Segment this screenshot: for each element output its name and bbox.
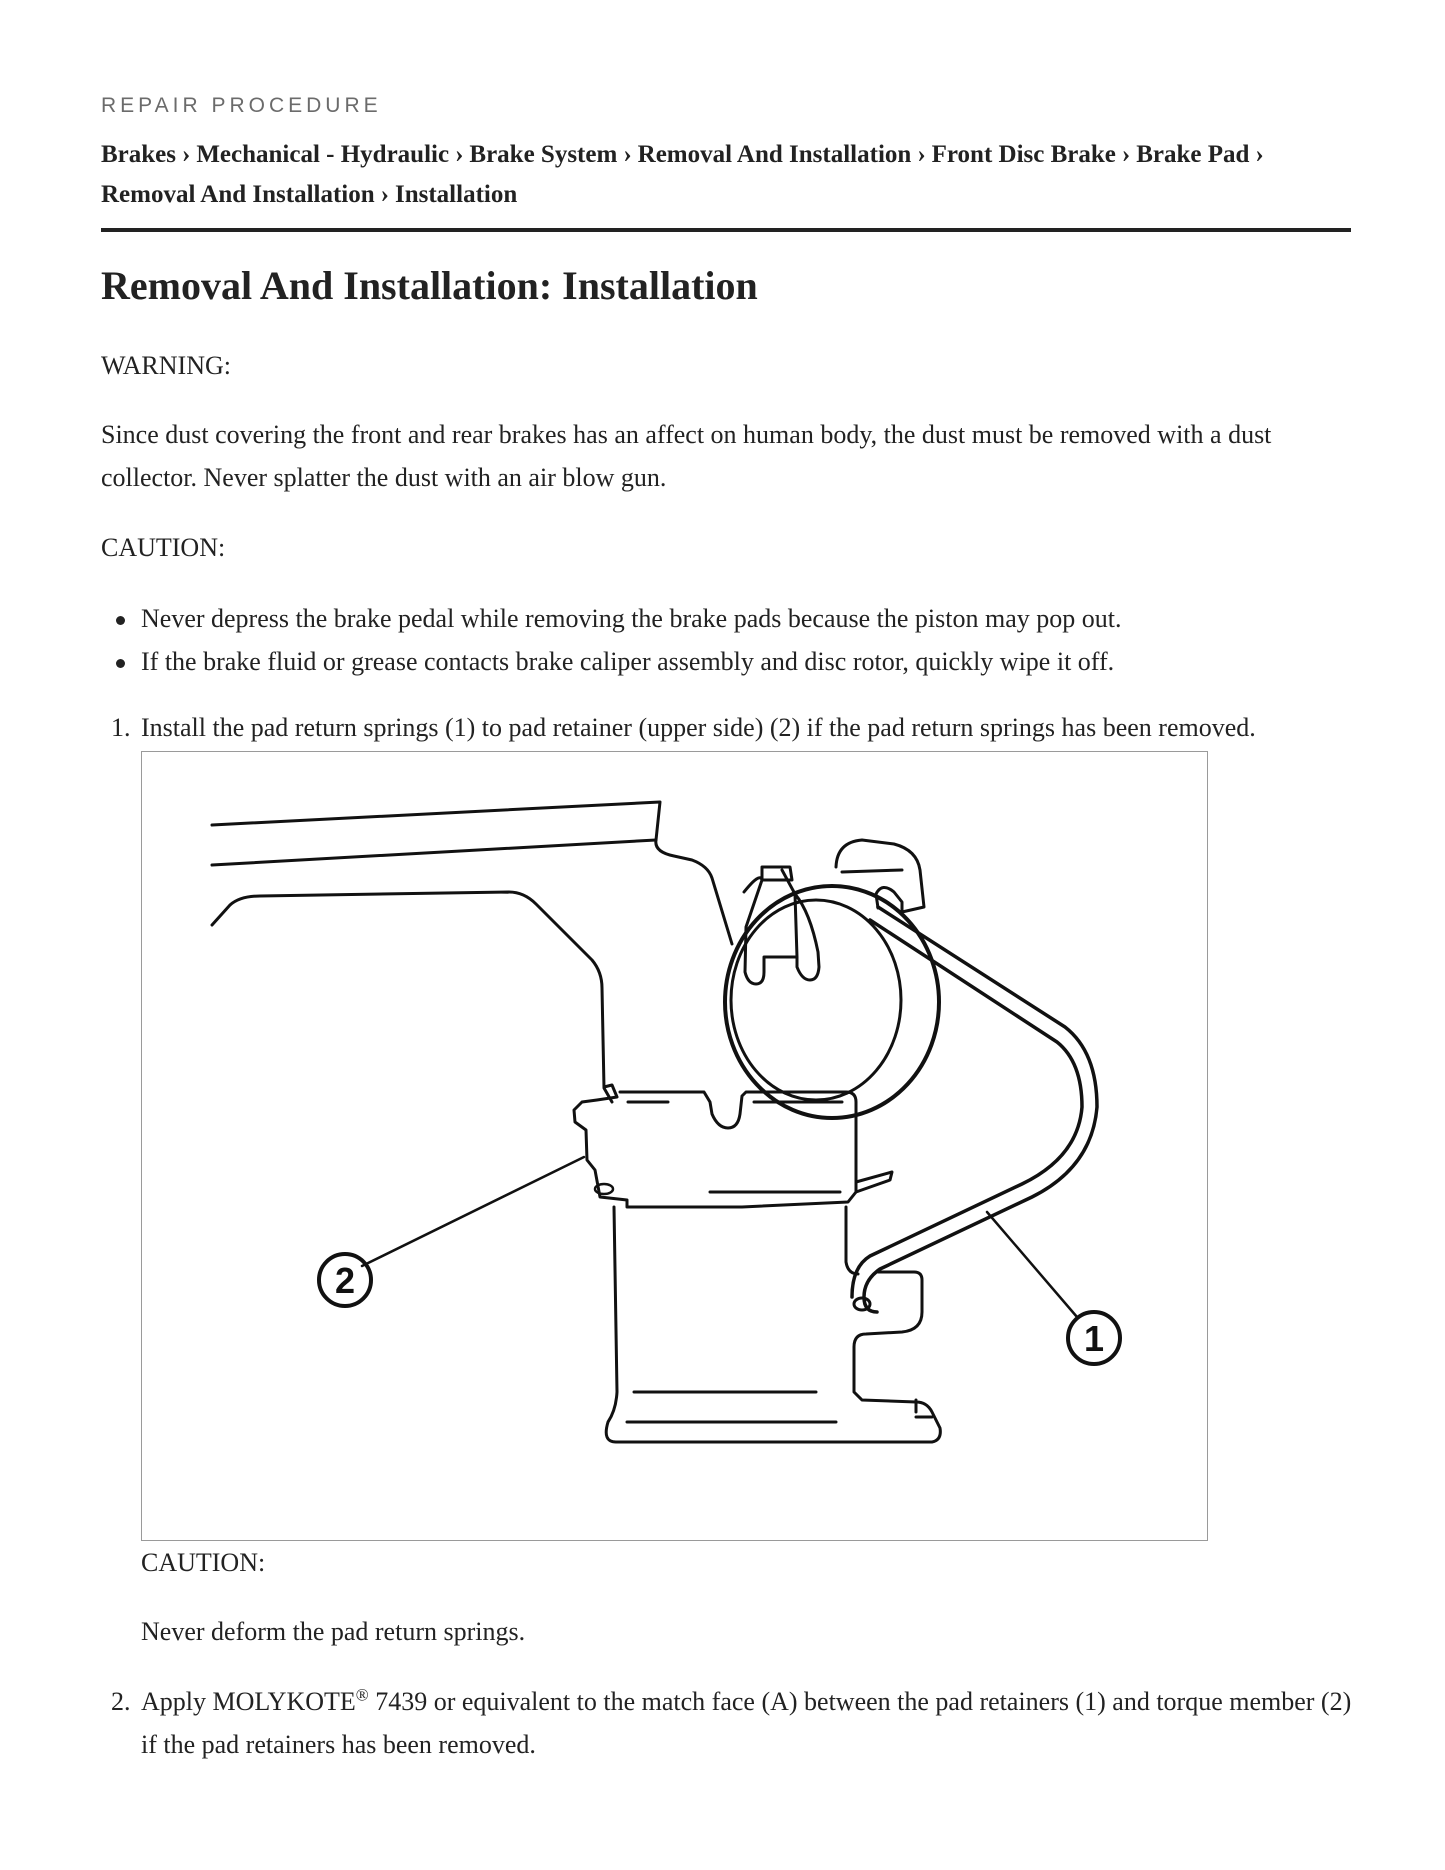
breadcrumb-item[interactable]: Brake System — [469, 141, 618, 168]
breadcrumb-item[interactable]: Removal And Installation — [637, 141, 912, 168]
breadcrumb — [101, 135, 1351, 215]
step-item — [111, 1680, 1361, 1766]
step-list — [101, 1680, 1361, 1766]
breadcrumb-separator: › — [1121, 141, 1131, 168]
caliper-body — [212, 892, 612, 1102]
caution-list — [101, 597, 1361, 683]
caution-label: CAUTION: — [101, 533, 226, 562]
warning-label: WARNING: — [101, 351, 231, 380]
step-text: Install the pad return springs (1) to pad retainer (upper side) (2) if the pad return springs has been removed. — [141, 713, 1256, 742]
section-eyebrow: REPAIR PROCEDURE — [101, 94, 382, 117]
step-number: 2. — [111, 1687, 131, 1716]
warning-text: Since dust covering the front and rear brakes has an affect on human body, the dust must be removed with a dust collector. Never splatter the dust with an air blow gun. — [101, 420, 1272, 492]
caliper-arm-lower — [212, 840, 656, 865]
breadcrumb-item[interactable]: Front Disc Brake — [931, 141, 1116, 168]
step-text-before: Apply MOLYKOTE — [141, 1687, 356, 1716]
registered-mark: ® — [355, 1685, 369, 1705]
step-number: 1. — [111, 713, 131, 742]
callout-2-leader — [362, 1157, 584, 1266]
brake-pad-diagram — [142, 752, 1206, 1539]
spring-arm-outer — [864, 907, 1097, 1312]
breadcrumb-separator: › — [380, 181, 389, 208]
step-list — [101, 706, 1361, 749]
step-text-after: 7439 or equivalent to the match face (A) between the pad retainers (1) and torque member (2) if the pad retainers has been removed. — [141, 1687, 1352, 1759]
caliper-arm — [212, 802, 732, 944]
breadcrumb-separator: › — [1255, 141, 1264, 168]
breadcrumb-current: Installation — [395, 181, 518, 208]
caution-item: Never depress the brake pedal while removing the brake pads because the piston may pop out. — [141, 597, 1361, 640]
pad-return-spring-illustration — [141, 751, 1208, 1541]
caution-item: If the brake fluid or grease contacts brake caliper assembly and disc rotor, quickly wipe it off. — [141, 640, 1361, 683]
callout-1-label: 1 — [1083, 1318, 1105, 1359]
callout-1-leader — [987, 1212, 1077, 1317]
spring-end — [854, 1298, 870, 1310]
breadcrumb-separator: › — [182, 141, 191, 168]
callout-2-label: 2 — [334, 1260, 356, 1301]
breadcrumb-item[interactable]: Removal And Installation — [101, 181, 375, 208]
pad-body-right — [846, 1207, 858, 1274]
retainer-clip — [744, 867, 819, 984]
spring-coil-outer — [725, 886, 939, 1118]
step-caution-label: CAUTION: — [141, 1548, 266, 1577]
spring-hook-line — [842, 870, 902, 872]
pad-body — [606, 1207, 940, 1442]
breadcrumb-item[interactable]: Mechanical - Hydraulic — [196, 141, 450, 168]
spring-coil-inner — [731, 900, 901, 1100]
breadcrumb-separator: › — [623, 141, 632, 168]
pad-retainer-tab — [856, 1172, 892, 1192]
page-title: Removal And Installation: Installation — [101, 263, 758, 308]
breadcrumb-item[interactable]: Brake Pad — [1136, 141, 1250, 168]
spring-hook — [836, 840, 924, 912]
breadcrumb-item[interactable]: Brakes — [101, 141, 176, 168]
breadcrumb-separator: › — [455, 141, 464, 168]
header-divider — [101, 228, 1351, 232]
step-item — [111, 706, 1361, 749]
spring-arm-inner — [852, 920, 1082, 1297]
step-caution-text: Never deform the pad return springs. — [141, 1617, 526, 1646]
breadcrumb-separator: › — [917, 141, 926, 168]
